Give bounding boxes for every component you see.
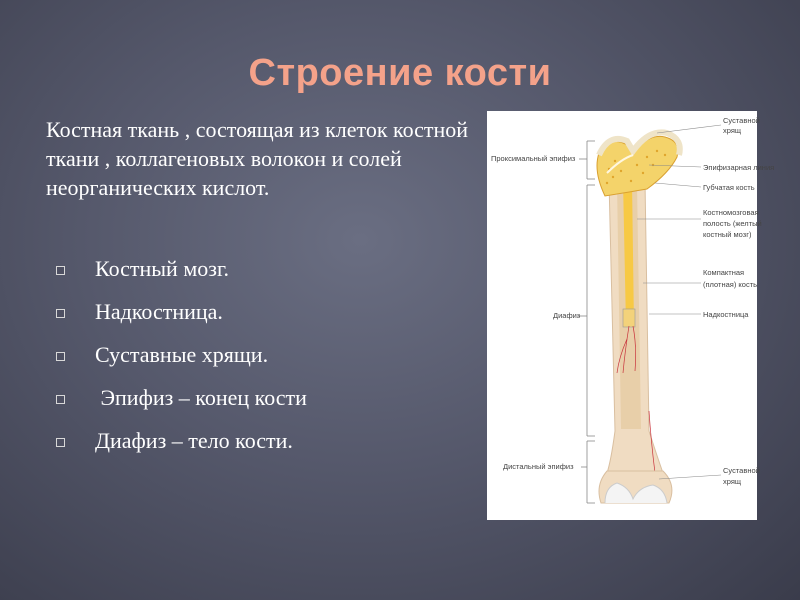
label-marrow-1: Костномозговая [703,208,759,217]
bullet-text: Надкостница. [95,299,223,324]
intro-text: Костная ткань , состоящая из клеток костной ткани , коллагеновых волокон и солей неорганических кислот. [46,117,469,200]
bullet-text: Эпифиз – конец кости [95,385,307,410]
label-diaphysis: Диафиз [553,311,581,320]
label-compact-1: Компактная [703,268,745,277]
square-bullet-icon [56,266,65,275]
label-periosteum: Надкостница [703,310,749,319]
square-bullet-icon [56,352,65,361]
label-cartilage-bottom-2: хрящ [723,477,742,486]
bullet-item [56,299,307,342]
label-spongy-bone: Губчатая кость [703,183,755,192]
slide-title: Строение кости [248,52,552,94]
left-brackets [577,141,595,503]
bullet-text: Диафиз – тело кости. [95,428,293,453]
bullet-item [56,342,307,385]
label-cartilage-top: Суставной [723,116,760,125]
bullet-item [56,428,307,471]
square-bullet-icon [56,309,65,318]
square-bullet-icon [56,438,65,447]
bone-diagram [487,111,775,520]
bullet-item [56,385,307,428]
bullet-text: Суставные хрящи. [95,342,269,367]
bullet-text: Костный мозг. [95,256,229,281]
bullet-item [56,256,307,299]
label-marrow-2: полость (желтый [703,219,762,228]
bullet-list [56,256,307,471]
label-proximal-epiphysis: Проксимальный эпифиз [491,154,576,163]
bone-illustration [487,111,775,520]
label-distal-epiphysis: Дистальный эпифиз [503,462,574,471]
square-bullet-icon [56,395,65,404]
label-cartilage-top-2: хрящ [723,126,742,135]
label-marrow-3: костный мозг) [703,230,752,239]
label-epiphyseal-line: Эпифизарная линия [703,163,775,172]
label-compact-2: (плотная) кость [703,280,758,289]
label-cartilage-bottom: Суставной [723,466,760,475]
